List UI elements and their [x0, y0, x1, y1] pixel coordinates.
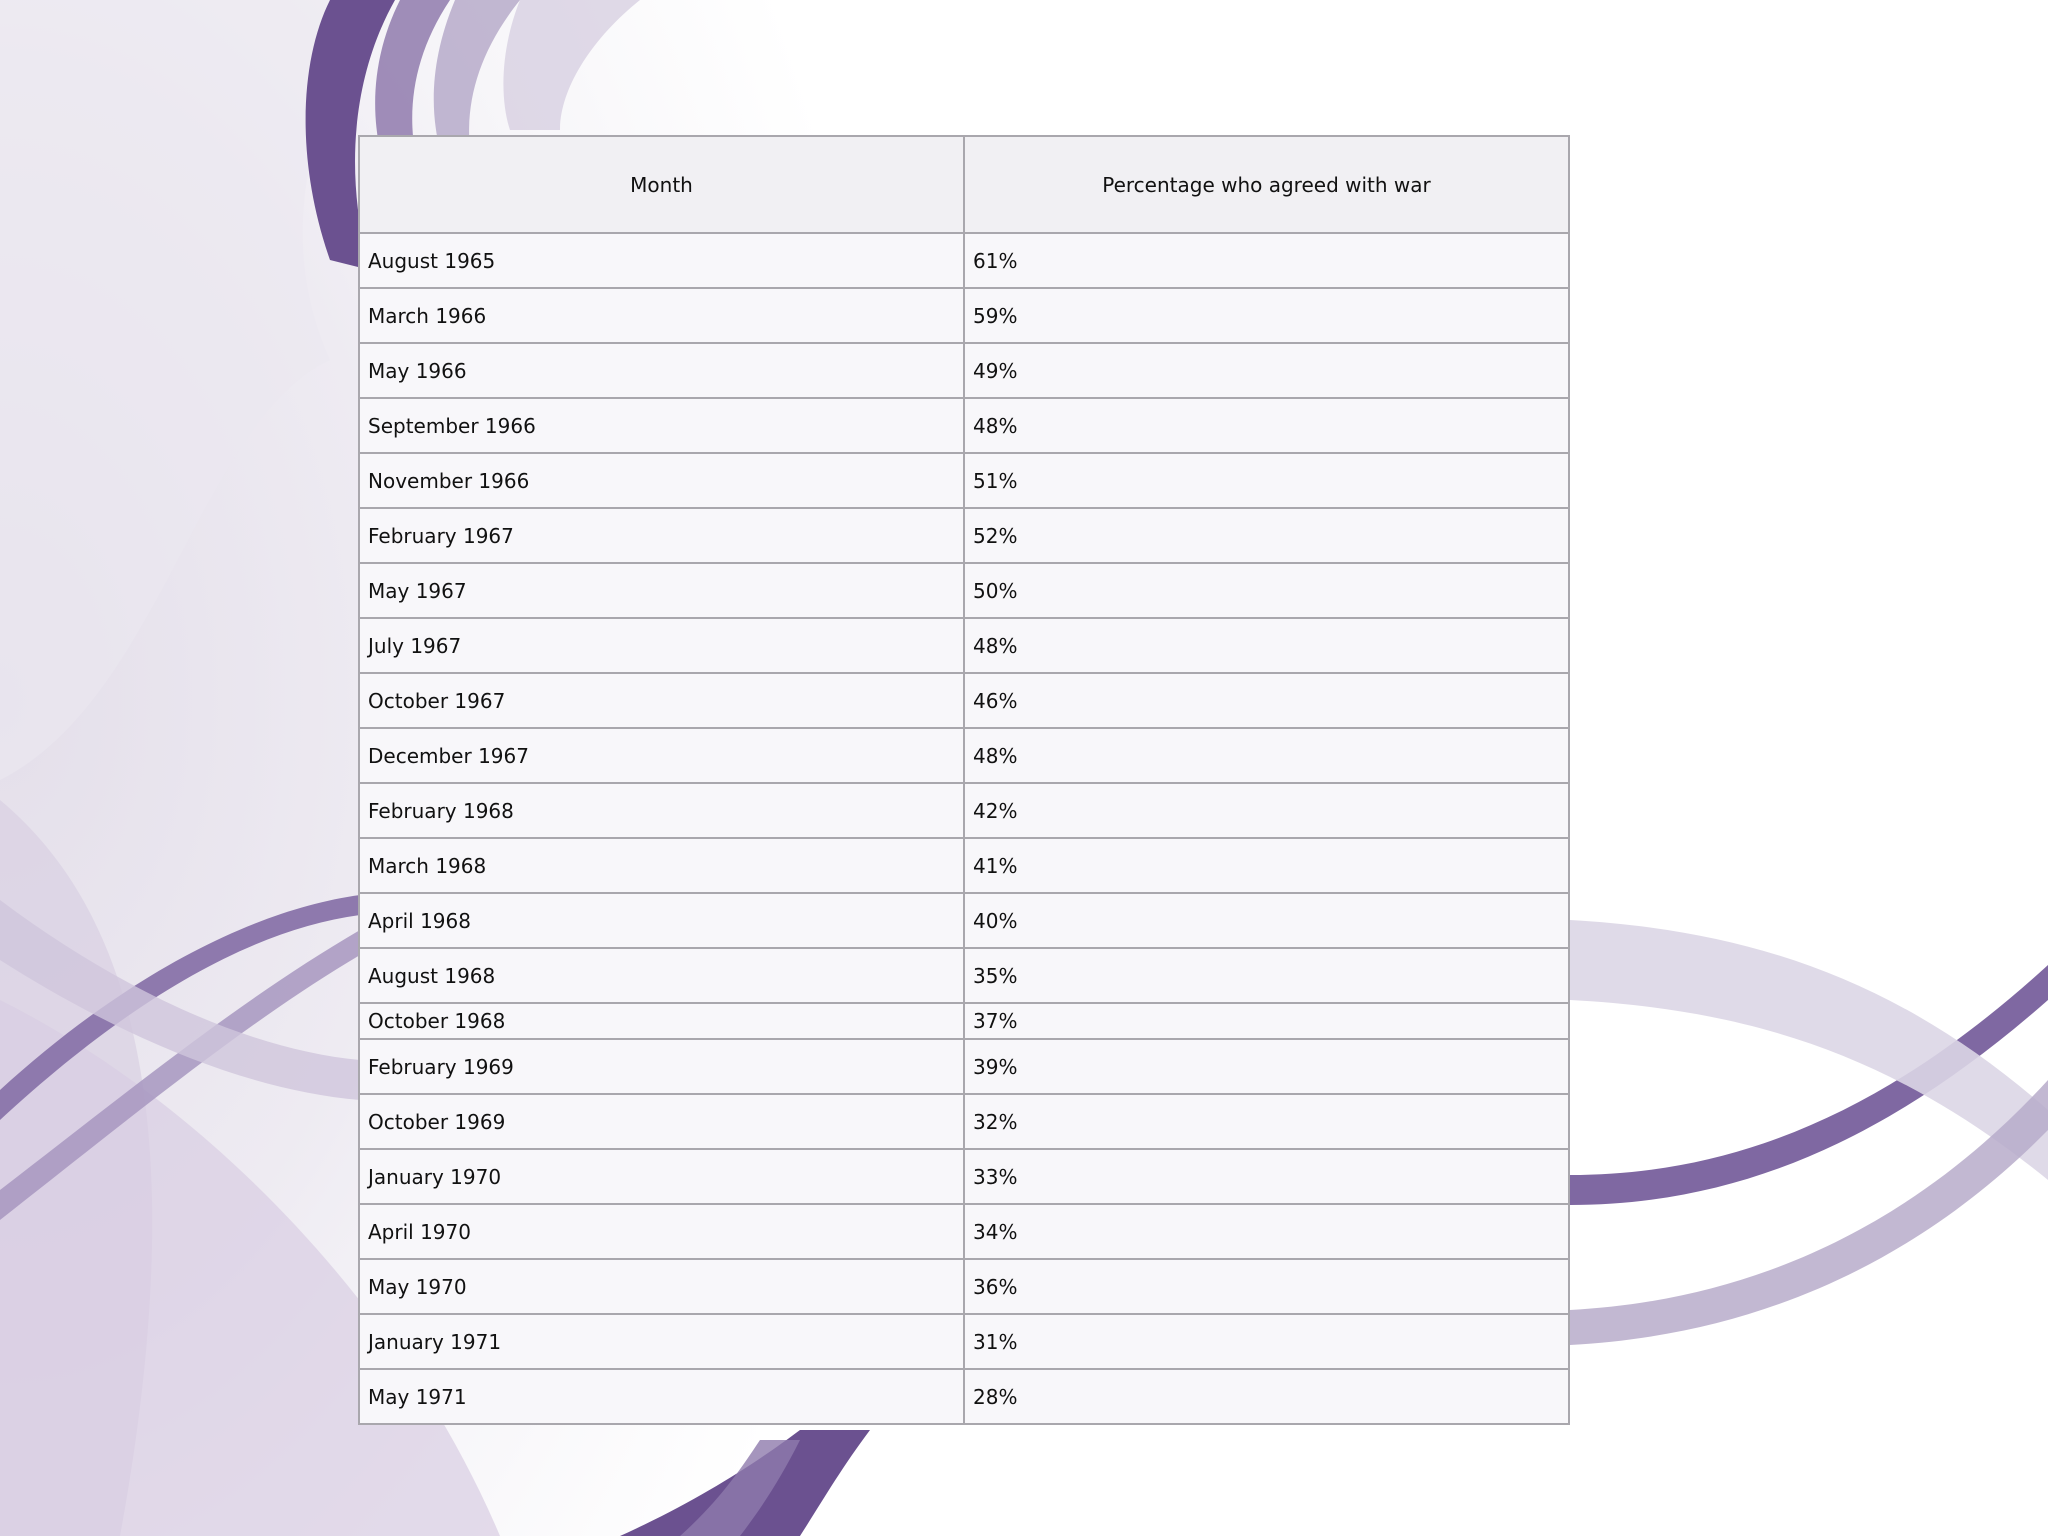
month-cell: October 1967 — [359, 673, 964, 728]
month-cell: July 1967 — [359, 618, 964, 673]
table-header-row — [359, 136, 1569, 233]
month-cell: October 1969 — [359, 1094, 964, 1149]
percentage-cell: 50% — [964, 563, 1569, 618]
percentage-cell: 51% — [964, 453, 1569, 508]
percentage-cell: 41% — [964, 838, 1569, 893]
table-row — [359, 1369, 1569, 1424]
table-row — [359, 1094, 1569, 1149]
percentage-cell: 48% — [964, 728, 1569, 783]
table-row — [359, 1259, 1569, 1314]
table-row — [359, 618, 1569, 673]
month-cell: May 1967 — [359, 563, 964, 618]
month-cell: November 1966 — [359, 453, 964, 508]
percentage-cell: 42% — [964, 783, 1569, 838]
percentage-cell: 34% — [964, 1204, 1569, 1259]
table-row — [359, 1003, 1569, 1039]
percentage-cell: 48% — [964, 398, 1569, 453]
header-percentage: Percentage who agreed with war — [964, 136, 1569, 233]
month-cell: February 1969 — [359, 1039, 964, 1094]
month-cell: April 1968 — [359, 893, 964, 948]
month-cell: August 1968 — [359, 948, 964, 1003]
table-row — [359, 343, 1569, 398]
month-cell: January 1970 — [359, 1149, 964, 1204]
table-row — [359, 563, 1569, 618]
table-row — [359, 288, 1569, 343]
percentage-cell: 49% — [964, 343, 1569, 398]
table-row — [359, 1314, 1569, 1369]
table-row — [359, 948, 1569, 1003]
percentage-cell: 32% — [964, 1094, 1569, 1149]
table-row — [359, 838, 1569, 893]
table-container — [358, 135, 1570, 1425]
table-row — [359, 233, 1569, 288]
table-row — [359, 1204, 1569, 1259]
month-cell: March 1968 — [359, 838, 964, 893]
month-cell: March 1966 — [359, 288, 964, 343]
table-row — [359, 1039, 1569, 1094]
table-row — [359, 783, 1569, 838]
month-cell: December 1967 — [359, 728, 964, 783]
table-row — [359, 893, 1569, 948]
percentage-cell: 35% — [964, 948, 1569, 1003]
percentage-cell: 28% — [964, 1369, 1569, 1424]
month-cell: May 1966 — [359, 343, 964, 398]
table-row — [359, 398, 1569, 453]
month-cell: May 1971 — [359, 1369, 964, 1424]
month-cell: August 1965 — [359, 233, 964, 288]
percentage-cell: 59% — [964, 288, 1569, 343]
month-cell: April 1970 — [359, 1204, 964, 1259]
percentage-cell: 36% — [964, 1259, 1569, 1314]
table-row — [359, 1149, 1569, 1204]
table-row — [359, 673, 1569, 728]
percentage-cell: 33% — [964, 1149, 1569, 1204]
month-cell: February 1968 — [359, 783, 964, 838]
table-row — [359, 453, 1569, 508]
month-cell: October 1968 — [359, 1003, 964, 1039]
percentage-cell: 46% — [964, 673, 1569, 728]
month-cell: February 1967 — [359, 508, 964, 563]
table-row — [359, 728, 1569, 783]
percentage-cell: 39% — [964, 1039, 1569, 1094]
war-approval-table — [358, 135, 1570, 1425]
percentage-cell: 48% — [964, 618, 1569, 673]
month-cell: January 1971 — [359, 1314, 964, 1369]
month-cell: May 1970 — [359, 1259, 964, 1314]
percentage-cell: 61% — [964, 233, 1569, 288]
month-cell: September 1966 — [359, 398, 964, 453]
percentage-cell: 40% — [964, 893, 1569, 948]
table-row — [359, 508, 1569, 563]
header-month: Month — [359, 136, 964, 233]
percentage-cell: 37% — [964, 1003, 1569, 1039]
percentage-cell: 31% — [964, 1314, 1569, 1369]
percentage-cell: 52% — [964, 508, 1569, 563]
